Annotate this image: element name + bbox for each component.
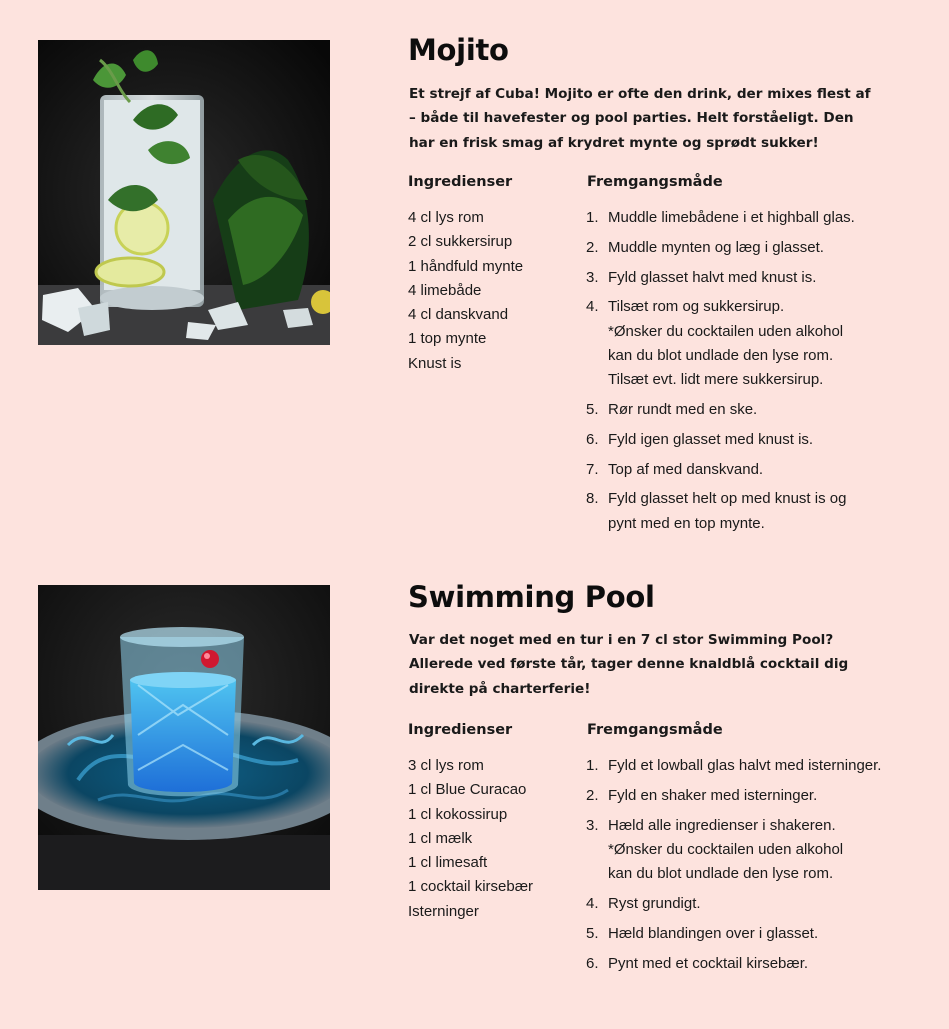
step-line: Tilsæt rom og sukkersirup. (608, 298, 785, 316)
step-number: 1. (586, 757, 599, 774)
step-number: 5. (586, 924, 599, 942)
step-text (608, 487, 846, 536)
step-text (608, 398, 757, 422)
step-line: Rør rundt med en ske. (608, 401, 758, 419)
step-item (586, 487, 855, 536)
ingredients-heading: Ingredienser (408, 174, 513, 190)
step-item (586, 428, 855, 452)
ingredients-list (408, 206, 523, 376)
intro-line: Var det noget med en tur i en 7 cl stor Swimming Pool? (409, 632, 834, 648)
recipe-intro (409, 628, 879, 701)
method-heading: Fremgangsmåde (587, 722, 723, 738)
intro-line: – både til havefester og pool parties. Helt forståeligt. Den (409, 110, 854, 127)
step-line: Pynt med et cocktail kirsebær. (608, 954, 809, 972)
step-item (586, 754, 881, 778)
step-item (586, 266, 855, 290)
step-text (608, 206, 855, 230)
swimming-pool-glass-image (38, 585, 330, 890)
step-number: 4. (586, 894, 599, 912)
step-item (586, 458, 855, 482)
step-number: 7. (586, 460, 599, 478)
step-number: 2. (586, 238, 599, 256)
step-line: Hæld alle ingredienser i shakeren. (608, 816, 836, 834)
step-line: pynt med en top mynte. (608, 514, 765, 532)
intro-line: har en frisk smag af krydret mynte og sprødt sukker! (409, 134, 819, 151)
step-number: 1. (586, 209, 599, 226)
step-line: Hæld blandingen over i glasset. (608, 924, 819, 942)
step-item (586, 206, 855, 230)
step-item (586, 295, 855, 392)
step-number: 3. (586, 816, 599, 834)
method-heading: Fremgangsmåde (587, 174, 723, 190)
ingredient-item: 2 cl sukkersirup (408, 233, 513, 251)
step-item (586, 952, 881, 976)
step-item (586, 398, 855, 422)
step-text (608, 428, 813, 452)
ingredient-item: 4 limebåde (408, 281, 482, 299)
step-line: *Ønsker du cocktailen uden alkohol (608, 322, 844, 340)
recipe-intro (409, 82, 879, 155)
swimming-pool-photo (38, 585, 330, 890)
ingredient-item: 1 cl mælk (408, 829, 473, 847)
step-line: kan du blot undlade den lyse rom. (608, 865, 834, 883)
ingredient-item: 4 cl danskvand (408, 306, 509, 324)
intro-line: Et strejf af Cuba! Mojito er ofte den drink, der mixes flest af (409, 86, 871, 102)
step-text (608, 266, 816, 290)
step-item (586, 892, 881, 916)
step-line: Fyld et lowball glas halvt med isterninger. (608, 757, 882, 774)
step-number: 6. (586, 430, 599, 448)
intro-line: direkte på charterferie! (409, 680, 591, 697)
step-line: kan du blot undlade den lyse rom. (608, 346, 834, 364)
recipe-title: Mojito (408, 33, 509, 67)
intro-line: Allerede ved første tår, tager denne knaldblå cocktail dig (409, 656, 849, 673)
ingredient-item: 3 cl lys rom (408, 757, 484, 774)
step-text (608, 814, 843, 887)
step-text (608, 295, 843, 392)
step-line: Muddle limebådene i et highball glas. (608, 209, 855, 226)
step-number: 2. (586, 786, 599, 804)
step-text (608, 922, 818, 946)
ingredients-list (408, 754, 533, 924)
step-text (608, 952, 808, 976)
step-line: Fyld en shaker med isterninger. (608, 786, 818, 804)
ingredients-heading: Ingredienser (408, 722, 513, 738)
step-item (586, 922, 881, 946)
mojito-photo (38, 40, 330, 345)
step-text (608, 458, 763, 482)
step-number: 8. (586, 490, 599, 508)
step-line: *Ønsker du cocktailen uden alkohol (608, 840, 844, 858)
ingredient-item: 1 top mynte (408, 330, 487, 348)
step-line: Fyld glasset helt op med knust is og (608, 490, 847, 508)
step-line: Muddle mynten og læg i glasset. (608, 238, 824, 256)
step-line: Fyld igen glasset med knust is. (608, 430, 814, 448)
step-text (608, 892, 701, 916)
recipe-title: Swimming Pool (408, 580, 655, 614)
ingredient-item: Isterninger (408, 902, 479, 920)
step-line: Ryst grundigt. (608, 894, 701, 912)
ingredient-item: 1 cl limesaft (408, 854, 488, 872)
ingredient-item: 1 cocktail kirsebær (408, 878, 534, 896)
step-item (586, 236, 855, 260)
step-item (586, 784, 881, 808)
method-steps (586, 754, 881, 981)
step-number: 3. (586, 268, 599, 286)
step-text (608, 236, 824, 260)
step-item (586, 814, 881, 887)
step-text (608, 784, 817, 808)
step-number: 4. (586, 298, 599, 316)
ingredient-item: Knust is (408, 354, 462, 372)
step-number: 5. (586, 401, 599, 419)
method-steps (586, 206, 855, 542)
ingredient-item: 1 cl kokossirup (408, 805, 508, 823)
step-text (608, 754, 881, 778)
mojito-glass-image (38, 40, 330, 345)
ingredient-item: 4 cl lys rom (408, 209, 484, 226)
step-line: Tilsæt evt. lidt mere sukkersirup. (608, 371, 824, 389)
step-line: Fyld glasset halvt med knust is. (608, 268, 817, 286)
ingredient-item: 1 cl Blue Curacao (408, 781, 527, 799)
step-line: Top af med danskvand. (608, 460, 764, 478)
ingredient-item: 1 håndfuld mynte (408, 257, 524, 275)
step-number: 6. (586, 954, 599, 972)
